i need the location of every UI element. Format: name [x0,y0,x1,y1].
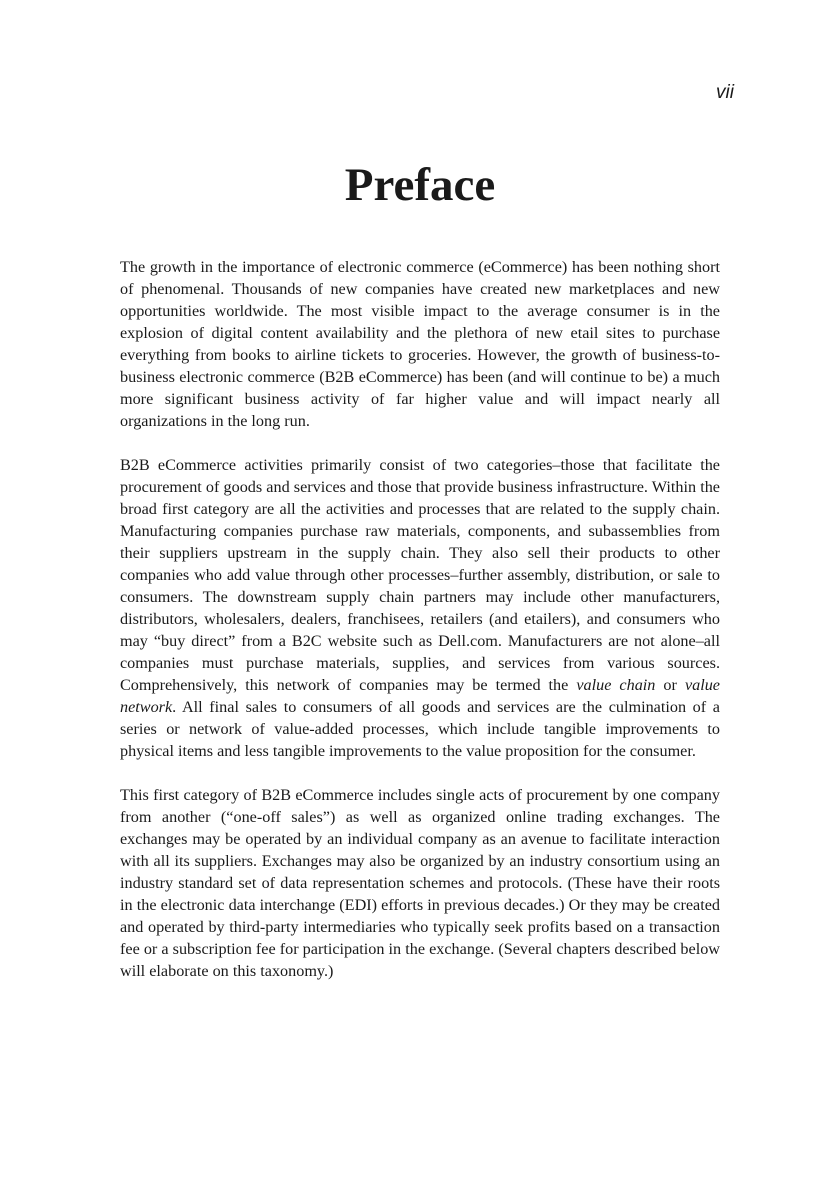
paragraph-2-text-c: . All final sales to consumers of all goods and services are the culmination of a series or network of value-added processes, which include tangible improvements to physical items and less tangible improvements to the value proposition for the consumer. [120,698,720,760]
page-title: Preface [344,159,496,211]
emphasis-value-network: value network [120,676,720,716]
paragraph-2 [120,454,720,762]
page-number: vii [716,82,734,103]
paragraph-3: This first category of B2B eCommerce includes single acts of procurement by one company from another (“one-off sales”) as well as organized online trading exchanges. The exchanges may be operated by an individual company as an avenue to facilitate interaction with all its suppliers. Exchanges may also be organized by an industry consortium using an industry standard set of data representation schemes and protocols. (These have their roots in the electronic data interchange (EDI) efforts in previous decades.) Or they may be created and operated by third-party intermediaries who typically seek profits based on a transaction fee or a subscription fee for participation in the exchange. (Several chapters described below will elaborate on this taxonomy.) [120,786,720,980]
paragraph-1: The growth in the importance of electronic commerce (eCommerce) has been nothing short of phenomenal. Thousands of new companies have created new marketplaces and new opportunities worldwide. The most visible impact to the average consumer is in the explosion of digital content availability and the plethora of new etail sites to purchase everything from books to airline tickets to groceries. However, the growth of business-to-business electronic commerce (B2B eCommerce) has been (and will continue to be) a much more significant business activity of far higher value and will impact nearly all organizations in the long run. [120,258,720,430]
emphasis-value-chain: value chain [576,676,656,694]
paragraph-2-text-a: B2B eCommerce activities primarily consist of two categories–those that facilitate the procurement of goods and services and those that provide business infrastructure. Within the broad first category are all the activities and processes that are related to the supply chain. Manufacturing companies purchase raw materials, components, and subassemblies from their suppliers upstream in the supply chain. They also sell their products to other companies who add value through other processes–further assembly, distribution, or sale to consumers. The downstream supply chain partners may include other manufacturers, distributors, wholesalers, dealers, franchisees, retailers (and etailers), and consumers who may “buy direct” from a B2C website such as Dell.com. Manufacturers are not alone–all companies must purchase materials, supplies, and services from various sources. Comprehensively, this network of companies may be termed the [120,456,720,694]
paragraph-2-text-b: or [655,676,685,694]
body-text [120,256,720,982]
